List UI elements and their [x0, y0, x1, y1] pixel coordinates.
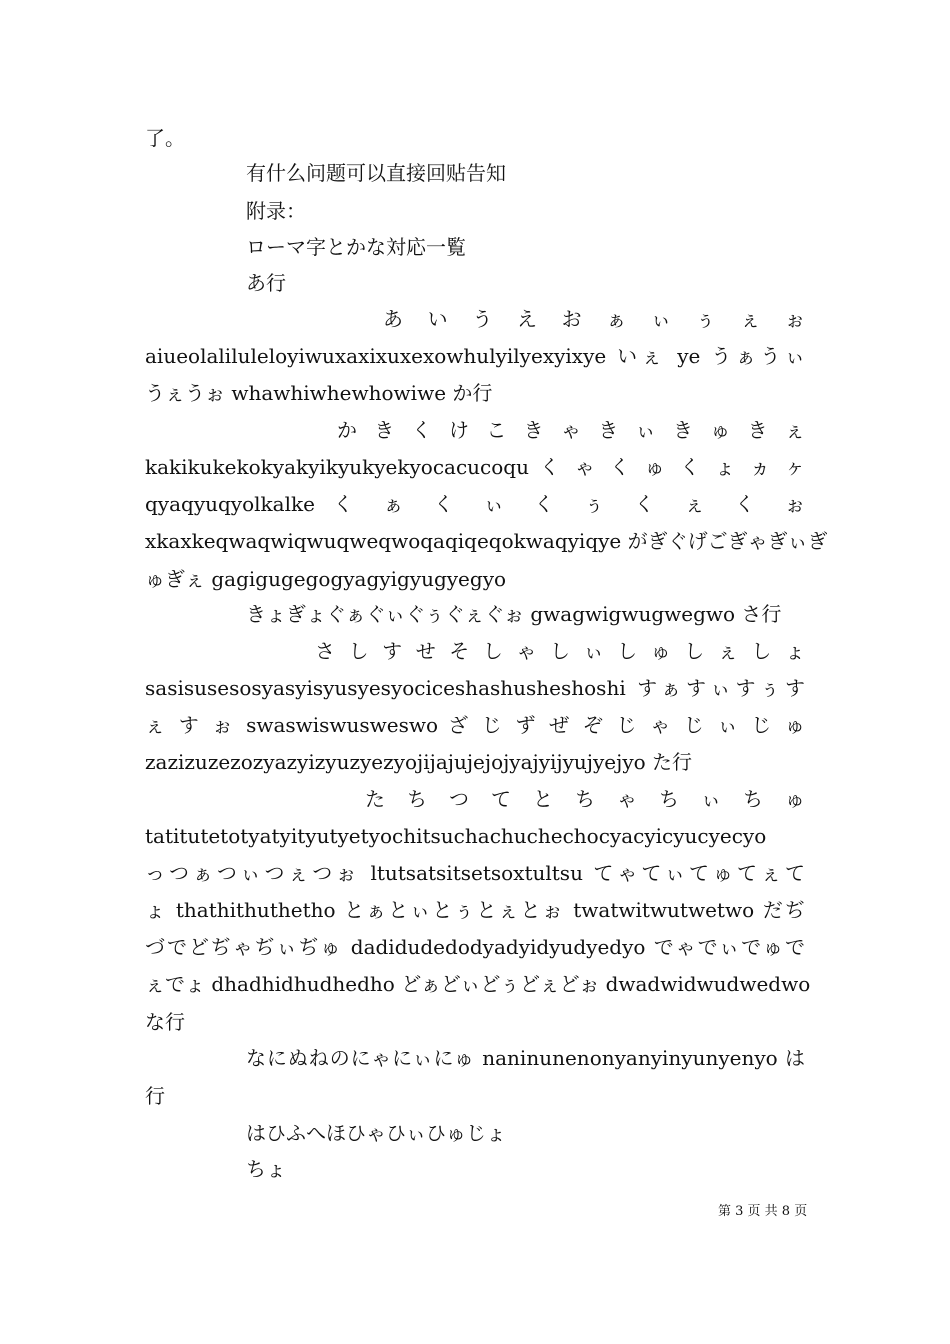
- text-line-23: づでどぢゃぢぃぢゅ dadidudedodyadyidyudyedyo でゃでぃでゅで: [145, 935, 805, 959]
- text-line-4: ローマ字とかな対応一覧: [246, 235, 466, 259]
- text-line-18: zazizuzezozyazyizyuzyezyojijajujejojyajyijyujyejyo た行: [145, 750, 693, 774]
- text-line-26: なにぬねのにゃにぃにゅ naninunenonyanyinyunyenyo は: [246, 1046, 805, 1070]
- text-line-27: 行: [145, 1084, 165, 1108]
- text-line-17: ぇ す ぉ swaswiswusweswo ざ じ ず ぜ ぞ じ ゃ じ ぃ じ ゅ: [145, 713, 805, 737]
- text-line-7: aiueolaliluleloyiwuxaxixuxexowhulyilyexyixye いぇ ye うぁうぃ: [145, 344, 805, 368]
- text-line-11: qyaqyuqyolkalke く ぁ く ぃ く ぅ く ぇ く ぉ: [145, 492, 805, 516]
- text-line-25: な行: [145, 1010, 185, 1034]
- text-line-13: ゅぎぇ gagigugegogyagyigyugyegyo: [145, 567, 507, 591]
- page-footer: 第 3 页 共 8 页: [718, 1204, 808, 1219]
- text-line-10: kakikukekokyakyikyukyekyocacucoqu く ゃ く ゅ く ょ ヵ ヶ: [145, 455, 805, 479]
- text-line-16: sasisusesosyasyisyusyesyociceshashusheshoshi すぁすぃすぅす: [145, 676, 805, 700]
- text-line-24: ぇでょ dhadhidhudhedho どぁどぃどぅどぇどぉ dwadwidwudwedwo: [145, 972, 811, 996]
- text-line-22: ょ thathithuthetho とぁとぃとぅとぇとぉ twatwitwutwetwo だぢ: [145, 898, 805, 922]
- text-line-9: か き く け こ き ゃ き ぃ き ゅ き ぇ: [337, 418, 805, 442]
- text-line-28: はひふへほひゃひぃひゅじょ: [246, 1121, 506, 1145]
- text-line-3: 附录：: [246, 199, 306, 223]
- text-line-5: あ行: [246, 271, 286, 295]
- text-line-8: うぇうぉ whawhiwhewhowiwe か行: [145, 381, 493, 405]
- text-line-12: xkaxkeqwaqwiqwuqweqwoqaqiqeqokwaqyiqye がぎぐげごぎゃぎぃぎ: [145, 529, 828, 553]
- text-line-15: さ し す せ そ し ゃ し ぃ し ゅ し ぇ し ょ: [315, 639, 805, 663]
- text-line-19: た ち つ て と ち ゃ ち ぃ ち ゅ: [365, 787, 805, 811]
- text-line-14: きょぎょぐぁぐぃぐぅぐぇぐぉ gwagwigwugwegwo さ行: [246, 602, 782, 626]
- text-line-29: ちょ: [246, 1157, 286, 1181]
- text-line-6: あ い う え お ぁ ぃ ぅ ぇ ぉ: [383, 307, 805, 331]
- text-line-1: 了。: [145, 126, 185, 150]
- text-line-21: っつぁつぃつぇつぉ ltutsatsitsetsoxtultsu てゃてぃてゅてぇて: [145, 861, 805, 885]
- text-line-2: 有什么问题可以直接回贴告知: [246, 161, 506, 185]
- text-line-20: tatitutetotyatyityutyetyochitsuchachuchechocyacyicyucyecyo: [145, 824, 767, 848]
